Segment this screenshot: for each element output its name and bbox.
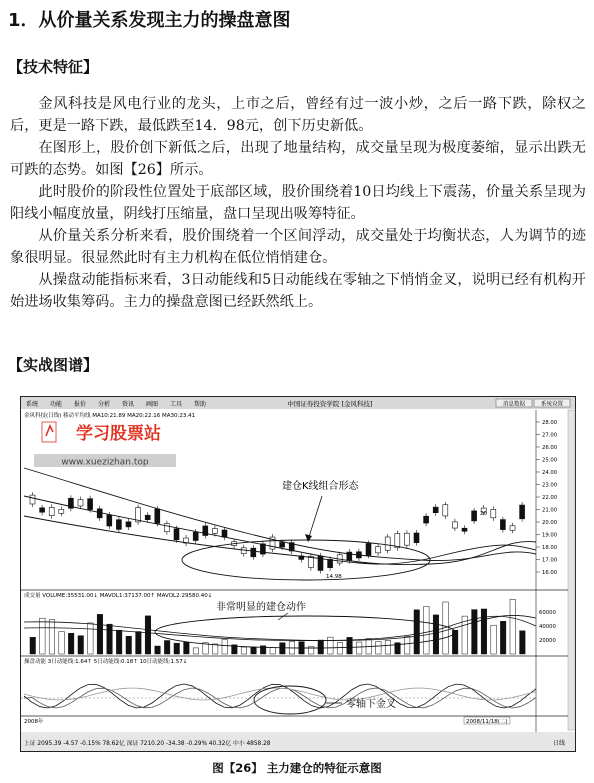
volume-bar: [212, 644, 218, 654]
candlestick: [174, 529, 179, 540]
volume-bar: [155, 646, 161, 654]
candlestick: [97, 509, 102, 518]
candlestick: [424, 516, 429, 523]
candlestick: [251, 548, 256, 557]
candlestick: [395, 534, 400, 548]
paragraph: 在图形上，股价创下新低之后，出现了地量结构，成交量呈现为极度萎缩，显示出跌无可跌的态势。如图【26】所示。: [10, 140, 586, 178]
date-right: 2008/11/18(二): [466, 719, 508, 725]
candlestick: [520, 505, 525, 519]
volume-bar: [452, 630, 458, 654]
candlestick: [462, 528, 467, 531]
candlestick: [107, 515, 112, 526]
price-tick-label: 24.00: [542, 470, 558, 476]
ma-info-line: 金风科技(日线) 移动平均线 MA10:21.89 MA20:22.16 MA30:23.41: [24, 413, 196, 419]
volume-bar: [116, 630, 122, 654]
candlestick: [376, 547, 381, 553]
paragraph: 此时股价的阶段性位置处于底部区域，股价围绕着10日均线上下震荡，价量关系呈现为阳线小幅度放量，阴线打压缩量，盘口呈现出吸筹特征。: [10, 184, 586, 222]
volume-bar: [40, 618, 46, 654]
volume-bar: [164, 641, 170, 654]
price-tick-label: 20.00: [542, 520, 558, 526]
candlestick: [491, 509, 496, 517]
paragraph: 金风科技是风电行业的龙头，上市之后，曾经有过一波小炒，之后一路下跌，除权之后，更是一路下跌，最低跌至14．98元，创下历史新低。: [10, 96, 586, 134]
volume-bar: [424, 606, 430, 654]
volume-bar: [251, 647, 256, 654]
volume-tick-label: 40000: [539, 624, 556, 630]
paragraph: 从价量关系分析来看，股价围绕着一个区间浮动，成交量处于均衡状态，人为调节的迹象很明显。很显然此时有主力机构在低位悄悄建仓。: [10, 228, 586, 266]
page-title: 1．从价量关系发现主力的操盘意图: [8, 10, 291, 31]
volume-bar: [174, 643, 180, 654]
volume-bar: [222, 639, 228, 654]
candlestick: [30, 495, 35, 504]
stock-chart-figure: [20, 396, 576, 752]
section-heading-tech: 【技术特征】: [8, 58, 99, 76]
volume-bar: [184, 642, 190, 654]
volume-bar: [59, 632, 65, 654]
candlestick: [212, 529, 217, 534]
volume-bar: [270, 648, 276, 654]
candlestick: [328, 559, 333, 567]
volume-bar: [78, 636, 84, 654]
price-tick-label: 17.00: [542, 557, 558, 564]
volume-bar: [500, 621, 506, 654]
volume-tick-label: 20000: [539, 638, 556, 644]
volume-bar: [376, 641, 382, 654]
volume-bar: [126, 636, 132, 654]
side-toolbar[interactable]: [568, 410, 575, 730]
candlestick: [414, 533, 419, 543]
system-settings-label: 系统设置: [540, 401, 564, 408]
candlestick: [116, 520, 121, 530]
menu-item[interactable]: 报价: [74, 401, 87, 408]
volume-bar: [145, 616, 151, 654]
status-bar: 上证 2095.39 -4.57 -0.15% 78.62亿 深证 7210.20 -34.38 -0.29% 40.32亿 中小 4858.28: [24, 741, 271, 747]
watermark-text: 学习股票站: [76, 424, 161, 444]
volume-bar: [318, 640, 324, 654]
window-title: 中国证券投资学院 [金风科技]: [287, 400, 373, 408]
volume-bar: [30, 637, 36, 654]
menu-item[interactable]: 帮助: [194, 401, 207, 408]
candlestick: [366, 543, 371, 555]
high-price-label: 20: [480, 511, 487, 517]
volume-bar: [280, 643, 286, 654]
volume-bar: [472, 610, 478, 654]
candlestick: [280, 542, 285, 547]
candlestick: [443, 505, 448, 516]
indicator-info: 操盘动能 3日动能线:1.64↑ 5日动能线:0.18↑ 10日动能线:1.57↓: [24, 659, 188, 665]
volume-bar: [433, 615, 439, 654]
volume-bar: [404, 636, 410, 654]
candlestick: [404, 533, 409, 545]
volume-info: 成交量 VOLUME:35531.00↓ MAVOL1:37137.00↑ MAVOL2:29580.40↓: [24, 593, 213, 599]
candlestick: [164, 524, 169, 532]
price-tick-label: 21.00: [542, 507, 558, 514]
body-text: [10, 93, 586, 313]
annotation-volume: 非常明显的建仓动作: [216, 602, 306, 613]
price-tick-label: 25.00: [542, 457, 558, 464]
price-tick-label: 23.00: [542, 482, 558, 489]
candlestick: [49, 507, 54, 515]
price-tick-label: 19.00: [542, 532, 558, 539]
menu-item[interactable]: 资讯: [122, 401, 135, 408]
candlestick: [472, 511, 477, 521]
menu-item[interactable]: 分析: [98, 401, 111, 408]
annotation-k-line: 建仓K线组合形态: [282, 481, 359, 492]
date-left: 2008年: [24, 719, 44, 725]
low-price-label: 14.98: [326, 574, 342, 580]
volume-bar: [414, 610, 420, 654]
price-tick-label: 18.00: [542, 545, 558, 551]
volume-bar: [88, 623, 94, 654]
candlestick: [452, 522, 457, 528]
news-data-label: 消息数据: [502, 401, 526, 408]
price-tick-label: 28.00: [542, 420, 558, 426]
candlestick: [385, 537, 390, 550]
watermark-url: www.xuezizhan.top: [61, 457, 149, 468]
volume-bar: [356, 642, 362, 654]
section-heading-chart: 【实战图谱】: [8, 356, 99, 374]
price-tick-label: 27.00: [542, 432, 558, 439]
volume-bar: [97, 614, 103, 654]
volume-bar: [328, 637, 334, 654]
candlestick: [193, 532, 198, 540]
price-tick-label: 26.00: [542, 445, 558, 451]
candlestick: [126, 522, 131, 527]
candlestick: [40, 508, 45, 512]
volume-bar: [49, 620, 55, 654]
volume-bar: [337, 642, 343, 654]
candlestick: [510, 526, 515, 531]
candlestick: [145, 515, 150, 519]
volume-bar: [510, 599, 516, 654]
volume-bar: [136, 632, 142, 654]
volume-tick-label: 60000: [539, 610, 556, 616]
candlestick: [222, 530, 227, 537]
candlestick: [59, 509, 64, 513]
menu-item[interactable]: 功能: [50, 401, 63, 408]
volume-bar: [520, 631, 526, 654]
volume-bar: [481, 609, 487, 654]
candlestick: [78, 500, 83, 506]
candlestick: [433, 507, 438, 513]
candlestick: [500, 520, 505, 530]
volume-bar: [193, 648, 199, 654]
menu-item[interactable]: 系统: [26, 401, 39, 408]
candlestick: [155, 509, 160, 523]
price-tick-label: 22.00: [542, 495, 558, 501]
menu-item[interactable]: 画图: [146, 401, 159, 408]
volume-bar: [491, 625, 497, 654]
volume-bar: [68, 633, 74, 654]
volume-bar: [241, 647, 247, 654]
figure-caption: 图【26】 主力建仓的特征示意图: [212, 761, 382, 775]
menu-item[interactable]: 工具: [170, 401, 183, 408]
price-tick-label: 16.00: [542, 570, 558, 576]
candlestick: [88, 499, 93, 510]
volume-bar: [107, 624, 113, 654]
period-tag: 日线: [553, 740, 566, 747]
paragraph: 从操盘动能指标来看，3日动能线和5日动能线在零轴之下悄悄金叉，说明已经有机构开始进场收集筹码。主力的操盘意图已经跃然纸上。: [10, 272, 586, 310]
volume-bar: [385, 640, 391, 654]
annotation-golden-cross: 零轴下金叉: [346, 699, 396, 710]
